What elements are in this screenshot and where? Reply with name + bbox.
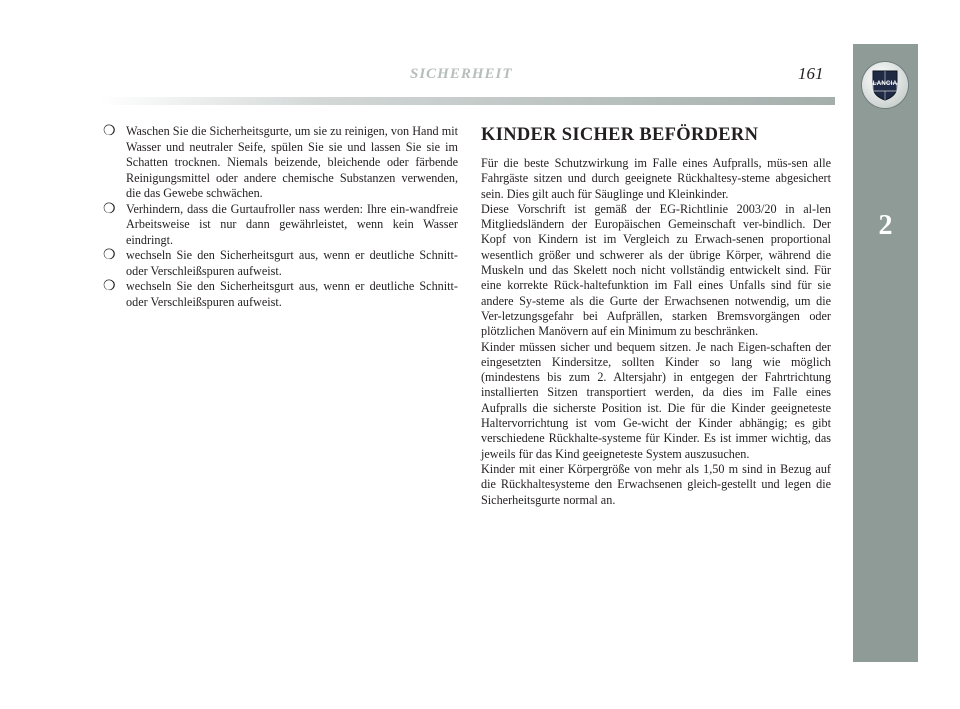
bullet-item bbox=[103, 202, 458, 249]
body-paragraph: Diese Vorschrift ist gemäß der EG-Richtlinie 2003/20 in al-len Mitgliedsländern der Europäischen Gemeinschaft ver-bindlich. Der Kopf von Kindern ist im Vergleich zu Erwach-senen proportional wesentlich größer und schwerer als der übrige Körper, während die Muskeln und das Skelett noch nicht vollständig entwickelt sind. Für eine korrekte Rück-haltefunktion im Fall eines Unfalls sind für sie andere Sy-steme als die Gurte der Erwachsenen notwendig, um die Ver-letzungsgefahr bei Aufprällen, starken Bremsvorgängen oder plötzlichen Manövern auf ein Minimum zu beschränken. bbox=[481, 201, 831, 339]
bullet-item bbox=[103, 248, 458, 279]
section-heading: KINDER SICHER BEFÖRDERN bbox=[481, 125, 759, 145]
left-column bbox=[103, 124, 458, 310]
chapter-sidebar bbox=[853, 44, 918, 662]
bullet-icon: ❍ bbox=[103, 248, 116, 263]
logo-text: LANCIA bbox=[872, 81, 898, 87]
bullet-icon: ❍ bbox=[103, 124, 116, 139]
lancia-logo bbox=[862, 62, 908, 108]
body-paragraph: Kinder müssen sicher und bequem sitzen. Je nach Eigen-schaften der eingesetzten Kindersitze, sollten Kinder so lang wie möglich (mindestens bis zum 2. Altersjahr) in entgegen der Fahrtrichtung installierten Sitzen transportiert werden, da dies im Falle eines Aufpralls die sicherste Position ist. Die für die Kinder geeigneteste Haltervorrichtung ist vom Ge-wicht der Kinder abhängig; es gibt verschiedene Rückhalte-systeme für Kinder. Es ist immer wichtig, das jeweils für das Kind geeigneteste System auszusuchen. bbox=[481, 339, 831, 461]
right-column bbox=[481, 124, 831, 508]
bullet-text: wechseln Sie den Sicherheitsgurt aus, wenn er deutliche Schnitt- oder Verschleißspuren aufweist. bbox=[126, 279, 458, 309]
chapter-number: 2 bbox=[878, 210, 893, 241]
bullet-item bbox=[103, 279, 458, 310]
bullet-icon: ❍ bbox=[103, 279, 116, 294]
header-rule bbox=[100, 97, 835, 105]
bullet-text: Waschen Sie die Sicherheitsgurte, um sie zu reinigen, von Hand mit Wasser und neutraler Seife, spülen Sie sie und lassen Sie sie im Schatten trocknen. Niemals beizende, bleichende oder färbende Reinigungsmittel oder andere chemische Substanzen verwenden, die das Gewebe schwächen. bbox=[126, 124, 458, 200]
bullet-icon: ❍ bbox=[103, 201, 116, 217]
bullet-item bbox=[103, 124, 458, 202]
section-title: SICHERHEIT bbox=[410, 66, 513, 82]
page-number: 161 bbox=[798, 64, 824, 83]
bullet-text: Verhindern, dass die Gurtaufroller nass werden: Ihre ein-wandfreie Arbeitsweise ist nur dann gewährleistet, wenn kein Wasser eindringt. bbox=[126, 201, 458, 247]
body-paragraph: Für die beste Schutzwirkung im Falle eines Aufpralls, müs-sen alle Fahrgäste sitzen und durch geeignete Rückhaltesy-steme abgesichert sein. Dies gilt auch für Säuglinge und Kleinkinder. bbox=[481, 156, 831, 201]
body-paragraph: Kinder mit einer Körpergröße von mehr als 1,50 m sind in Bezug auf die Rückhaltesysteme den Erwachsenen gleich-gestellt und legen die Sicherheitsgurte normal an. bbox=[481, 461, 831, 507]
bullet-text: wechseln Sie den Sicherheitsgurt aus, wenn er deutliche Schnitt- oder Verschleißspuren aufweist. bbox=[126, 248, 458, 278]
